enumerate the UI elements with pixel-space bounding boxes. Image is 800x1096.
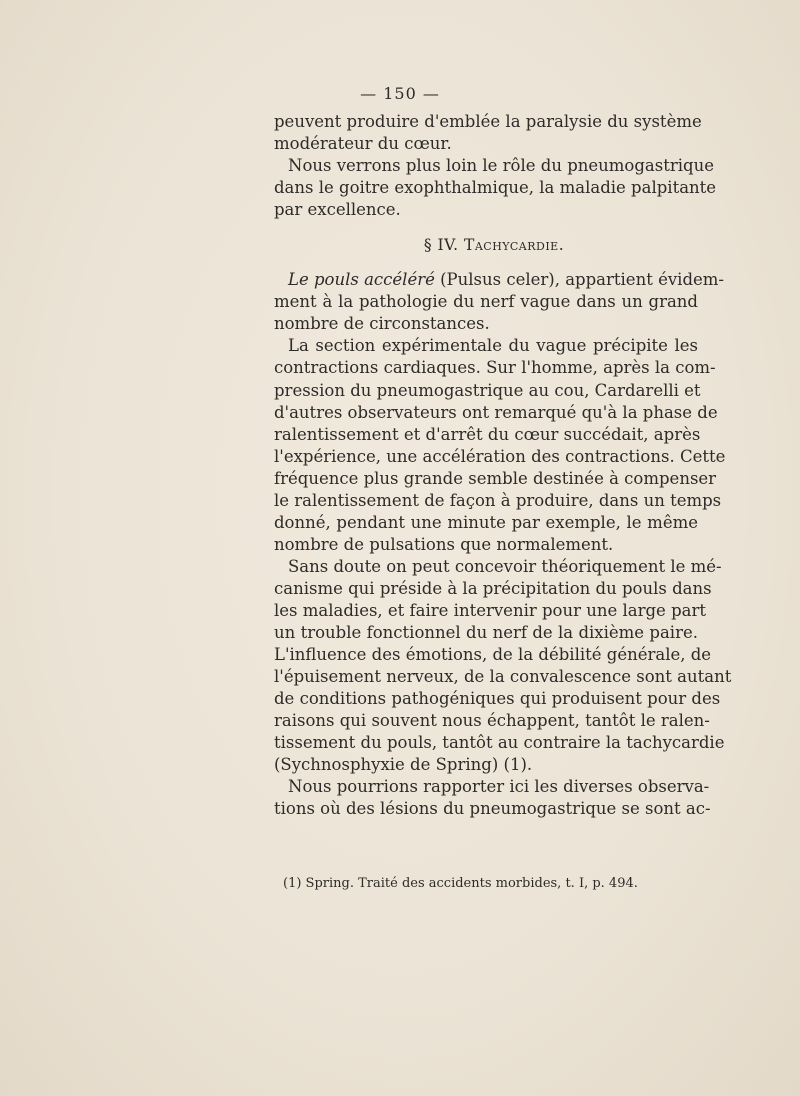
text-line: canisme qui préside à la précipitation du pouls dans	[274, 578, 712, 598]
italic-term: Le pouls accéléré	[288, 270, 435, 290]
text-line: dans le goitre exophthalmique, la maladie palpitante	[274, 178, 717, 198]
text-line: modérateur du cœur.	[274, 134, 452, 154]
text-line: le ralentissement de façon à produire, dans un temps	[274, 490, 722, 510]
text-line: ment à la pathologie du nerf vague dans un grand	[274, 292, 698, 312]
text-line	[274, 269, 724, 291]
text-line: tissement du pouls, tantôt au contraire la tachycardie	[274, 733, 725, 753]
text-line: L'influence des émotions, de la débilité générale, de	[274, 645, 712, 665]
text-line: d'autres observateurs ont remarqué qu'à la phase de	[274, 402, 718, 422]
text-line: ralentissement et d'arrêt du cœur succédait, après	[274, 424, 701, 444]
text-line: l'expérience, une accélération des contractions. Cette	[274, 446, 726, 466]
text-line: l'épuisement nerveux, de la convalescence sont autant	[274, 667, 732, 687]
spacer	[274, 256, 698, 269]
section-title: Tachycardie.	[464, 236, 565, 255]
text-line: Sans doute on peut concevoir théoriquement le mé-	[288, 556, 722, 576]
text-line: de conditions pathogéniques qui produisent pour des	[274, 689, 721, 709]
footnote: (1) Spring. Traité des accidents morbides, t. I, p. 494.	[283, 876, 638, 891]
text-run: (Pulsus celer), appartient évidem-	[434, 270, 724, 290]
text-line: fréquence plus grande semble destinée à compenser	[274, 468, 717, 488]
text-line: peuvent produire d'emblée la paralysie du système	[274, 112, 702, 131]
text-line: contractions cardiaques. Sur l'homme, après la com-	[274, 358, 716, 378]
page-number: — 150 —	[360, 84, 440, 103]
text-line: raisons qui souvent nous échappent, tantôt le ralen-	[274, 711, 710, 731]
section-number: § IV.	[423, 236, 459, 255]
text-line: un trouble fonctionnel du nerf de la dixième paire.	[274, 623, 698, 643]
text-line: La section expérimentale du vague précipite les	[288, 336, 698, 356]
text-line: (Sychnosphyxie de Spring) (1).	[274, 755, 533, 775]
text-line: tions où des lésions du pneumogastrique se sont ac-	[274, 799, 711, 819]
text-line: nombre de pulsations que normalement.	[274, 534, 614, 554]
text-line: donné, pendant une minute par exemple, le même	[274, 512, 698, 532]
section-heading	[274, 234, 698, 256]
text-line: par excellence.	[274, 200, 401, 220]
text-line: pression du pneumogastrique au cou, Cardarelli et	[274, 380, 701, 400]
text-line: les maladies, et faire intervenir pour une large part	[274, 600, 706, 620]
text-line: nombre de circonstances.	[274, 314, 490, 334]
text-line: Nous verrons plus loin le rôle du pneumogastrique	[288, 156, 714, 176]
body-text	[274, 111, 732, 820]
spacer	[274, 221, 698, 234]
text-line: Nous pourrions rapporter ici les diverses observa-	[288, 777, 710, 797]
